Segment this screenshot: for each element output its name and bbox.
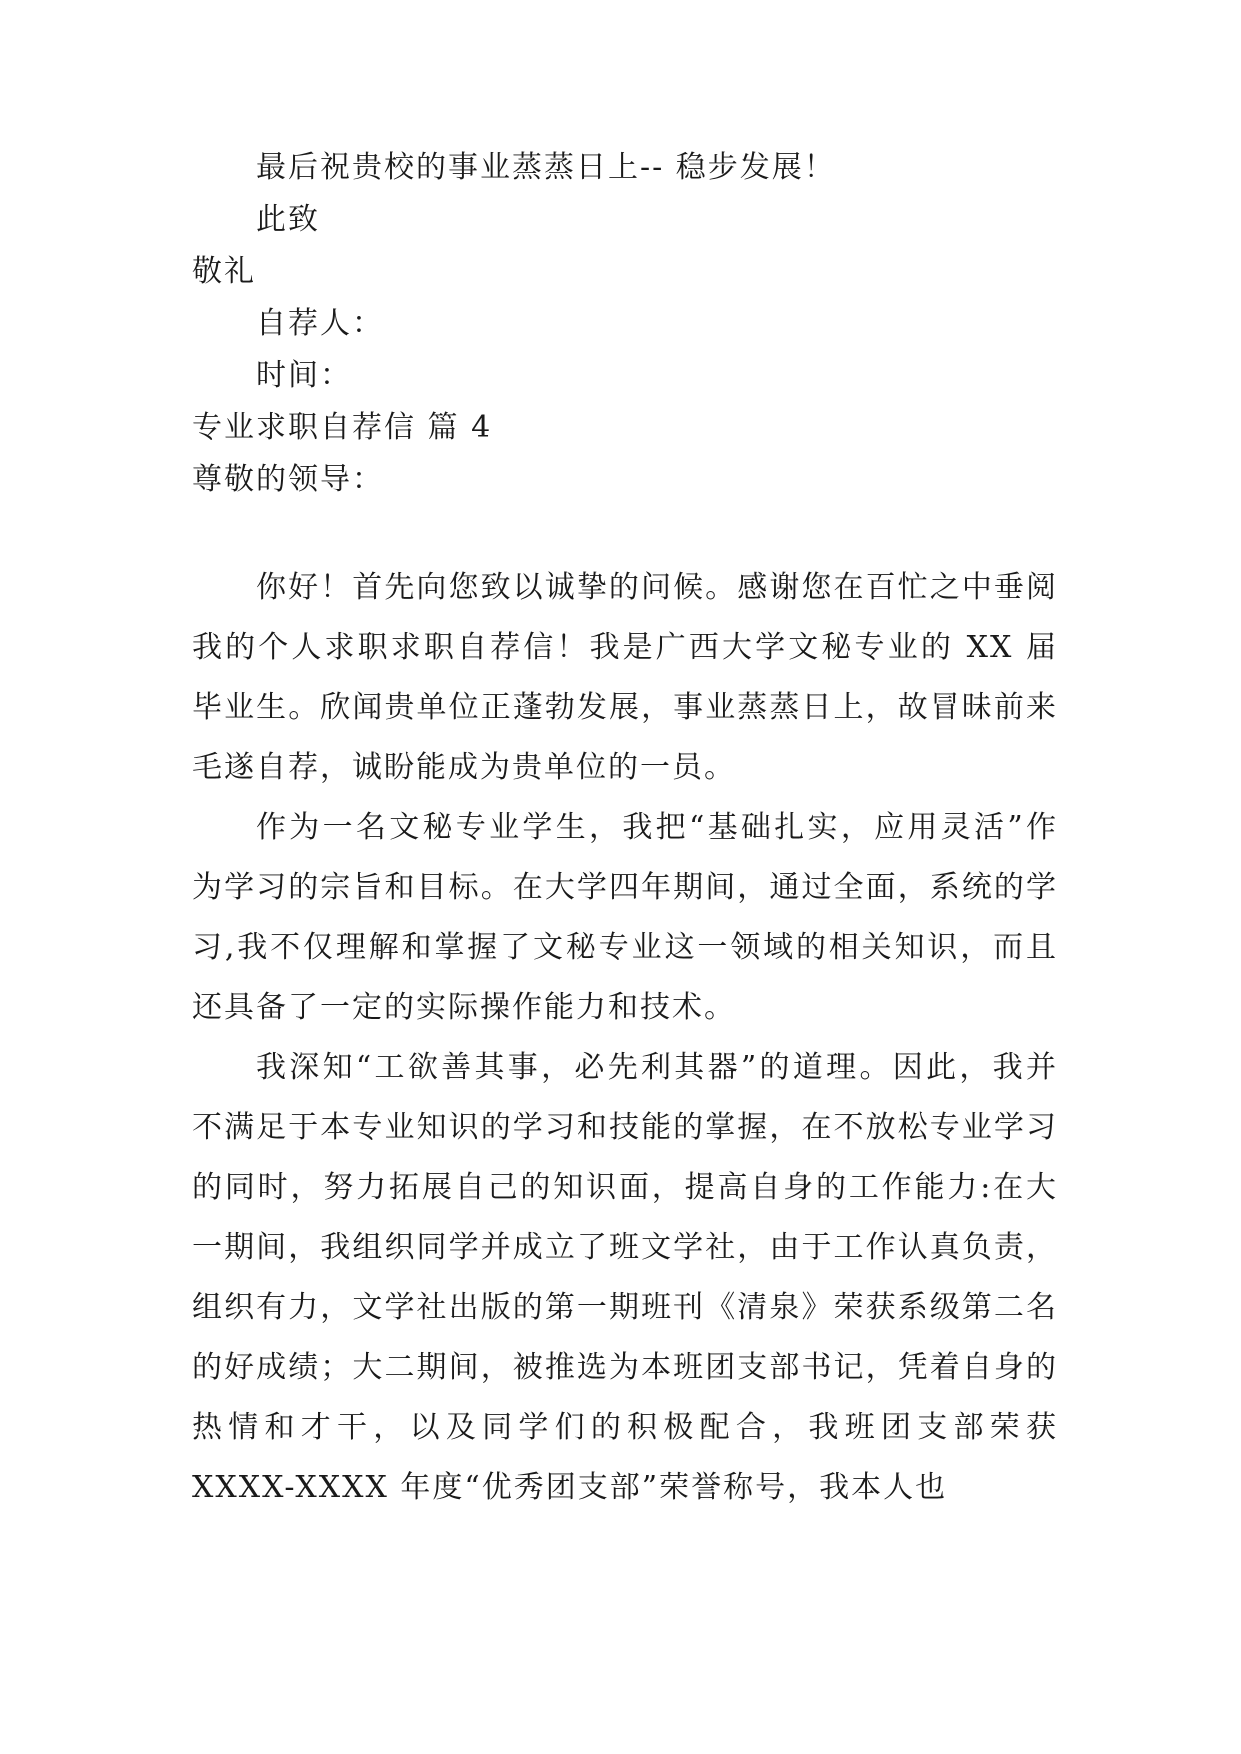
body-paragraph-2: 作为一名文秘专业学生，我把“基础扎实，应用灵活”作为学习的宗旨和目标。在大学四年期间，通过全面，系统的学习,我不仅理解和掌握了文秘专业这一领域的相关知识，而且还具备了一定的实际操作能力和技术。 <box>192 810 1058 1025</box>
closing-jing-li: 敬礼 <box>192 254 256 289</box>
time-label: 时间： <box>256 358 352 393</box>
closing-wish: 最后祝贵校的事业蒸蒸日上-- 稳步发展！ <box>256 150 836 185</box>
salutation: 尊敬的领导： <box>192 462 384 497</box>
letter-body <box>192 558 1058 1518</box>
recommender-label: 自荐人： <box>256 306 384 341</box>
body-paragraph-1: 你好！首先向您致以诚挚的问候。感谢您在百忙之中垂阅我的个人求职求职自荐信！我是广西大学文秘专业的 XX 届毕业生。欣闻贵单位正蓬勃发展，事业蒸蒸日上，故冒昧前来毛遂自荐，诚盼能成为贵单位的一员。 <box>192 570 1058 785</box>
letter-title: 专业求职自荐信 篇 4 <box>192 410 493 445</box>
body-paragraph-3: 我深知“工欲善其事，必先利其器”的道理。因此，我并不满足于本专业知识的学习和技能的掌握，在不放松专业学习的同时，努力拓展自己的知识面，提高自身的工作能力:在大一期间，我组织同学并成立了班文学社，由于工作认真负责，组织有力，文学社出版的第一期班刊《清泉》荣获系级第二名的好成绩；大二期间，被推选为本班团支部书记，凭着自身的热情和才干，以及同学们的积极配合，我班团支部荣获 XXXX-XXXX 年度“优秀团支部”荣誉称号，我本人也 <box>192 1050 1058 1505</box>
closing-ci-zhi: 此致 <box>256 202 320 237</box>
